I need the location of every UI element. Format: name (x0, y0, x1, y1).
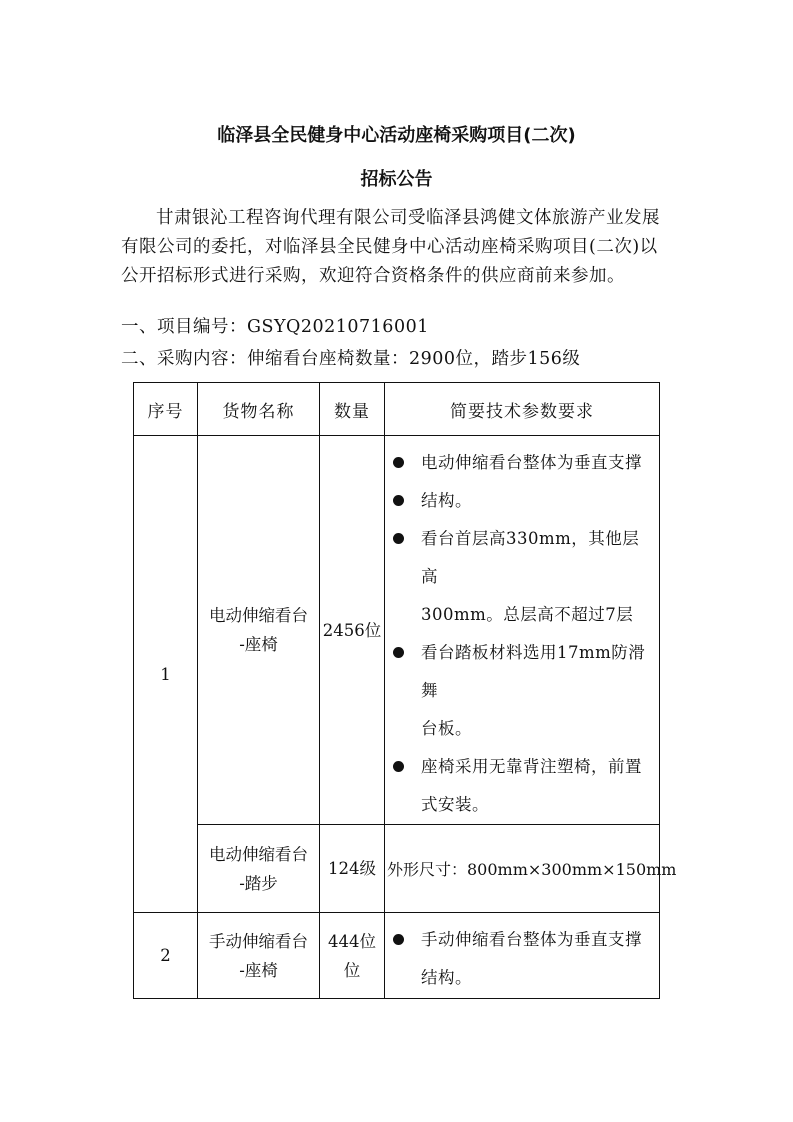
row3-name (198, 913, 320, 999)
row3-qty-line2: 位 (343, 960, 361, 980)
header-requirements: 简要技术参数要求 (385, 383, 660, 436)
procurement-content: 二、采购内容：伸缩看台座椅数量：2900位，踏步156级 (121, 349, 581, 369)
document-title: 临泽县全民健身中心活动座椅采购项目(二次) (217, 125, 576, 146)
req-bullet: 看台首层高330mm，其他层高 (389, 520, 655, 596)
req-bullet: 手动伸缩看台整体为垂直支撑 (389, 921, 655, 959)
header-qty: 数量 (320, 383, 385, 436)
row3-no: 2 (134, 913, 198, 999)
row1-name-line2: -座椅 (239, 635, 278, 654)
intro-paragraph: 甘肃银沁工程咨询代理有限公司受临泽县鸿健文体旅游产业发展有限公司的委托，对临泽县全民健身中心活动座椅采购项目(二次)以公开招标形式进行采购，欢迎符合资格条件的供应商前来参加。 (121, 208, 660, 286)
req-continuation: 300mm。总层高不超过7层 (421, 605, 634, 624)
header-no: 序号 (134, 383, 198, 436)
row2-requirements: 外形尺寸：800mm×300mm×150mm (385, 825, 660, 913)
row2-name-line1: 电动伸缩看台 (209, 844, 308, 864)
req-bullet: 座椅采用无靠背注塑椅，前置 (389, 748, 655, 786)
table-row (134, 436, 660, 825)
row3-requirements (385, 913, 660, 999)
req-continuation: 结构。 (421, 968, 472, 987)
row1-requirements (385, 436, 660, 825)
req-continuation: 式安装。 (421, 795, 489, 814)
row1-name (198, 436, 320, 825)
table-header-row (134, 383, 660, 436)
document-subtitle: 招标公告 (360, 169, 433, 190)
row3-name-line2: -座椅 (239, 960, 278, 980)
req-bullet: 结构。 (389, 482, 655, 520)
req-bullet: 看台踏板材料选用17mm防滑舞 (389, 634, 655, 710)
row3-qty-line1: 444位 (328, 931, 376, 951)
row1-qty: 2456位 (320, 436, 385, 825)
procurement-table (133, 382, 677, 999)
row3-name-line1: 手动伸缩看台 (209, 931, 308, 951)
row3-qty (320, 913, 385, 999)
row2-qty: 124级 (320, 825, 385, 913)
row2-name-line2: -踏步 (239, 873, 278, 893)
req-continuation: 台板。 (421, 719, 472, 738)
row2-name (198, 825, 320, 913)
header-name: 货物名称 (198, 383, 320, 436)
table-row (134, 825, 660, 913)
row1-no: 1 (134, 436, 198, 913)
project-number: 一、项目编号：GSYQ20210716001 (121, 317, 429, 337)
table-row (134, 913, 660, 999)
row1-name-line1: 电动伸缩看台 (209, 606, 308, 625)
req-bullet: 电动伸缩看台整体为垂直支撑 (389, 444, 655, 482)
